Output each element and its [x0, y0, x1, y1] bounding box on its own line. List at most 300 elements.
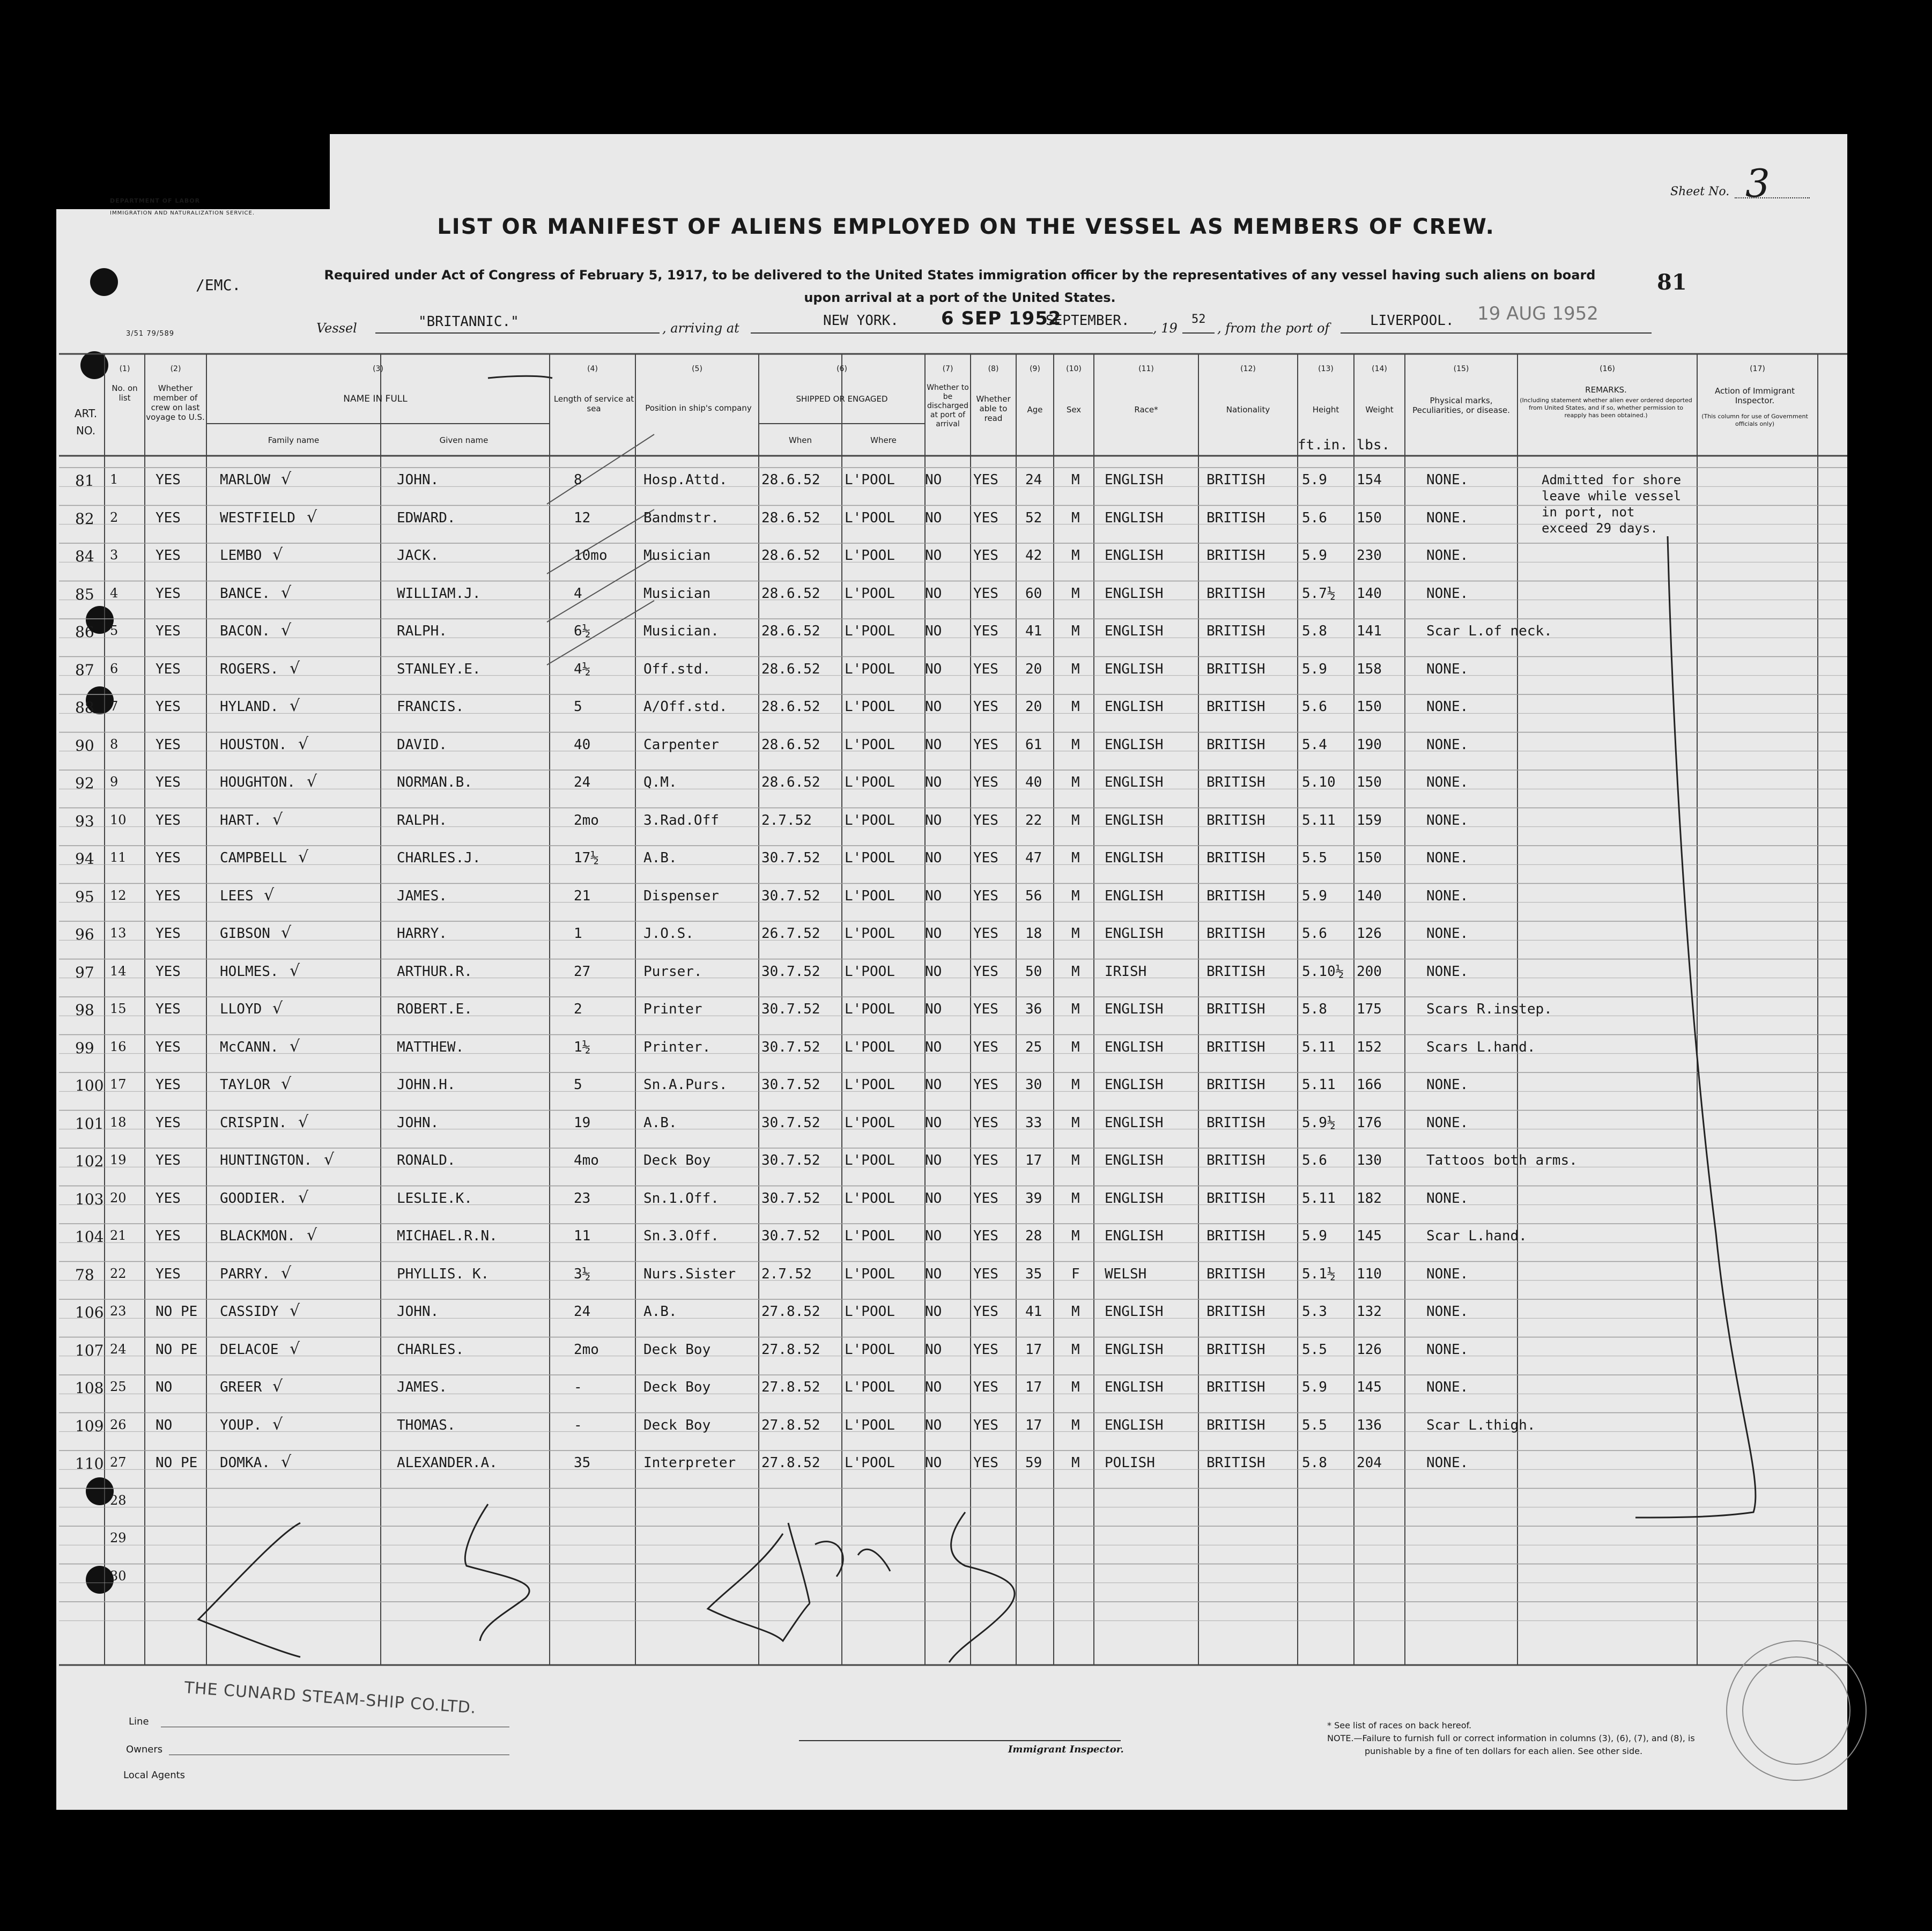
cell-when: 30.7.52	[761, 1114, 820, 1131]
cell-when: 27.8.52	[761, 1304, 820, 1320]
cell-marks: NONE.	[1426, 1190, 1469, 1207]
cell-race: ENGLISH	[1105, 661, 1164, 677]
cell-where: L'POOL	[845, 1341, 895, 1358]
cell-nat: BRITISH	[1206, 472, 1265, 488]
cell-family: LLOYD	[220, 1001, 262, 1017]
cell-position: Bandmstr.	[643, 509, 719, 526]
cell-read: YES	[973, 1039, 998, 1055]
departure-port: LIVERPOOL.	[1370, 313, 1454, 329]
cell-age: 52	[1025, 509, 1042, 526]
cell-race: ENGLISH	[1105, 1417, 1164, 1433]
cell-when: 28.6.52	[761, 774, 820, 790]
cell-where: L'POOL	[845, 472, 895, 488]
cell-marks: NONE.	[1426, 1077, 1469, 1093]
cell-race: ENGLISH	[1105, 1379, 1164, 1395]
cell-family: WESTFIELD	[220, 509, 295, 526]
cell-marks: NONE.	[1426, 1455, 1469, 1471]
check-mark-icon: √	[281, 1075, 292, 1093]
cell-nat: BRITISH	[1206, 1455, 1265, 1471]
cell-where: L'POOL	[845, 1152, 895, 1168]
cell-race: ENGLISH	[1105, 926, 1164, 942]
cell-art: 92	[75, 774, 94, 792]
cell-height: 5.5	[1302, 850, 1327, 866]
cell-race: ENGLISH	[1105, 1114, 1164, 1131]
cell-no: 22	[110, 1266, 127, 1281]
cell-marks: NONE.	[1426, 812, 1469, 828]
cell-service: 23	[574, 1190, 591, 1207]
cell-family: MARLOW	[220, 472, 270, 488]
cell-age: 17	[1025, 1379, 1042, 1395]
cell-nat: BRITISH	[1206, 585, 1265, 602]
cell-weight: 150	[1357, 774, 1382, 790]
cell-no: 17	[110, 1077, 127, 1092]
cell-art: 97	[75, 963, 94, 981]
cell-age: 50	[1025, 963, 1042, 980]
cell-marks: Scar L.hand.	[1426, 1228, 1527, 1244]
header-where: Where	[870, 435, 897, 445]
check-mark-icon: √	[290, 1339, 300, 1358]
cell-given: JAMES.	[397, 887, 447, 904]
cell-read: YES	[973, 623, 998, 639]
signature-mark	[465, 1504, 529, 1641]
cell-no: 19	[110, 1152, 127, 1167]
cell-art: 86	[75, 623, 94, 641]
owners-label: Owners	[126, 1744, 163, 1755]
cell-given: STANLEY.E.	[397, 661, 481, 677]
service-label: IMMIGRATION AND NATURALIZATION SERVICE.	[110, 210, 255, 216]
cell-nat: BRITISH	[1206, 926, 1265, 942]
cell-race: ENGLISH	[1105, 1304, 1164, 1320]
cell-given: ROBERT.E.	[397, 1001, 472, 1017]
cell-race: ENGLISH	[1105, 509, 1164, 526]
cell-height: 5.9½	[1302, 1114, 1336, 1131]
cell-sex: M	[1071, 926, 1080, 942]
cell-position: Carpenter	[643, 736, 719, 753]
column-number: (8)	[988, 365, 999, 373]
cell-position: Interpreter	[643, 1455, 736, 1471]
cell-disch: NO	[925, 774, 942, 790]
cell-no: 1	[110, 472, 119, 487]
cell-disch: NO	[925, 1417, 942, 1433]
cell-marks: Tattoos both arms.	[1426, 1152, 1578, 1168]
cell-nat: BRITISH	[1206, 1266, 1265, 1282]
cell-nat: BRITISH	[1206, 1228, 1265, 1244]
cell-read: YES	[973, 887, 998, 904]
cell-no: 7	[110, 699, 119, 714]
cell-art: 104	[75, 1228, 104, 1246]
cell-position: Purser.	[643, 963, 702, 980]
cell-position: A/Off.std.	[643, 699, 728, 715]
cell-nat: BRITISH	[1206, 1001, 1265, 1017]
cell-weight: 126	[1357, 1341, 1382, 1358]
cell-height: 5.9	[1302, 472, 1327, 488]
cell-where: L'POOL	[845, 1417, 895, 1433]
cell-read: YES	[973, 1001, 998, 1017]
cell-family: HOLMES.	[220, 963, 279, 980]
cell-service: 2mo	[574, 812, 599, 828]
cell-marks: NONE.	[1426, 699, 1469, 715]
cell-disch: NO	[925, 850, 942, 866]
cell-age: 41	[1025, 1304, 1042, 1320]
cell-no: 6	[110, 661, 119, 676]
cell-service: 17½	[574, 850, 599, 866]
cell-age: 42	[1025, 548, 1042, 564]
cell-age: 30	[1025, 1077, 1042, 1093]
header-position: Position in ship's company	[645, 403, 752, 413]
cell-read: YES	[973, 926, 998, 942]
cell-nat: BRITISH	[1206, 1341, 1265, 1358]
cell-art: 88	[75, 699, 94, 716]
cell-read: YES	[973, 774, 998, 790]
check-mark-icon: √	[290, 697, 300, 715]
column-number: (5)	[692, 365, 702, 373]
header-physical-marks: Physical marks, Peculiarities, or disease.	[1412, 396, 1510, 415]
cell-height: 5.6	[1302, 1152, 1327, 1168]
cell-prev: YES	[156, 661, 181, 677]
cell-no: 26	[110, 1417, 127, 1432]
cell-given: HARRY.	[397, 926, 447, 942]
cell-given: RALPH.	[397, 812, 447, 828]
cell-service: 4½	[574, 661, 591, 677]
cell-read: YES	[973, 1341, 998, 1358]
penalty-note-2: punishable by a fine of ten dollars for each alien. See other side.	[1365, 1746, 1643, 1756]
cell-race: ENGLISH	[1105, 1077, 1164, 1093]
header-nationality: Nationality	[1226, 405, 1270, 415]
cell-weight: 136	[1357, 1417, 1382, 1433]
cell-family: CAMPBELL	[220, 850, 287, 866]
empty-row-number: 29	[110, 1530, 127, 1545]
cell-weight: 145	[1357, 1228, 1382, 1244]
cell-sex: M	[1071, 887, 1080, 904]
cell-age: 41	[1025, 623, 1042, 639]
cell-disch: NO	[925, 1039, 942, 1055]
check-mark-icon: √	[281, 583, 292, 602]
cell-no: 14	[110, 963, 127, 979]
cell-read: YES	[973, 1379, 998, 1395]
cell-prev: NO PE	[156, 1304, 198, 1320]
cell-position: Dispenser	[643, 887, 719, 904]
cell-height: 5.10	[1302, 774, 1336, 790]
cell-read: YES	[973, 472, 998, 488]
cell-disch: NO	[925, 1152, 942, 1168]
cell-where: L'POOL	[845, 1190, 895, 1207]
cell-no: 23	[110, 1304, 127, 1319]
cell-height: 5.6	[1302, 509, 1327, 526]
cell-where: L'POOL	[845, 1077, 895, 1093]
cell-disch: NO	[925, 1455, 942, 1471]
cell-nat: BRITISH	[1206, 1152, 1265, 1168]
cell-height: 5.10½	[1302, 963, 1344, 980]
cell-sex: M	[1071, 1379, 1080, 1395]
empty-row-number: 30	[110, 1568, 127, 1584]
cell-given: NORMAN.B.	[397, 774, 472, 790]
cell-prev: YES	[156, 887, 181, 904]
cell-disch: NO	[925, 699, 942, 715]
cell-prev: YES	[156, 1077, 181, 1093]
cell-when: 26.7.52	[761, 926, 820, 942]
cell-race: ENGLISH	[1105, 548, 1164, 564]
cell-disch: NO	[925, 1190, 942, 1207]
cell-prev: YES	[156, 963, 181, 980]
inspector-label: Immigrant Inspector.	[1008, 1744, 1124, 1755]
cell-read: YES	[973, 1304, 998, 1320]
cell-race: ENGLISH	[1105, 585, 1164, 602]
check-mark-icon: √	[307, 507, 317, 527]
cell-service: 19	[574, 1114, 591, 1131]
cell-when: 27.8.52	[761, 1379, 820, 1395]
cell-where: L'POOL	[845, 1114, 895, 1131]
cell-service: 11	[574, 1228, 591, 1244]
cell-read: YES	[973, 1455, 998, 1471]
cell-where: L'POOL	[845, 1266, 895, 1282]
cell-read: YES	[973, 1190, 998, 1207]
cell-nat: BRITISH	[1206, 1379, 1265, 1395]
header-able-to-read: Whether able to read	[976, 394, 1011, 423]
cell-read: YES	[973, 812, 998, 828]
cell-sex: M	[1071, 1304, 1080, 1320]
cell-given: CHARLES.	[397, 1341, 464, 1358]
cell-marks: NONE.	[1426, 850, 1469, 866]
cell-nat: BRITISH	[1206, 1114, 1265, 1131]
cell-family: GIBSON	[220, 926, 270, 942]
cell-marks: NONE.	[1426, 1114, 1469, 1131]
cell-position: A.B.	[643, 1114, 677, 1131]
cell-prev: YES	[156, 585, 181, 602]
cell-no: 24	[110, 1341, 127, 1357]
cell-disch: NO	[925, 661, 942, 677]
vessel-name: "BRITANNIC."	[418, 314, 519, 330]
cell-when: 28.6.52	[761, 661, 820, 677]
cell-when: 30.7.52	[761, 1001, 820, 1017]
cell-disch: NO	[925, 1001, 942, 1017]
cell-given: JAMES.	[397, 1379, 447, 1395]
cell-age: 60	[1025, 585, 1042, 602]
page-title: LIST OR MANIFEST OF ALIENS EMPLOYED ON THE VESSEL AS MEMBERS OF CREW.	[437, 214, 1495, 239]
cell-given: EDWARD.	[397, 509, 456, 526]
cell-service: 35	[574, 1455, 591, 1471]
cell-age: 47	[1025, 850, 1042, 866]
cell-no: 10	[110, 812, 127, 827]
cell-no: 15	[110, 1001, 127, 1016]
cell-weight: 145	[1357, 1379, 1382, 1395]
cell-race: ENGLISH	[1105, 774, 1164, 790]
cell-art: 93	[75, 812, 94, 830]
check-mark-icon: √	[281, 621, 292, 640]
cell-disch: NO	[925, 963, 942, 980]
arrival-date-stamp: 6 SEP 1952	[941, 308, 1062, 329]
cell-age: 39	[1025, 1190, 1042, 1207]
cell-service: 24	[574, 1304, 591, 1320]
cell-sex: M	[1071, 585, 1080, 602]
cell-sex: M	[1071, 699, 1080, 715]
cell-read: YES	[973, 1152, 998, 1168]
cell-height: 5.5	[1302, 1341, 1327, 1358]
cell-disch: NO	[925, 812, 942, 828]
cell-race: ENGLISH	[1105, 699, 1164, 715]
header-weight: Weight	[1365, 405, 1394, 415]
cell-age: 20	[1025, 661, 1042, 677]
cell-disch: NO	[925, 1077, 942, 1093]
cell-no: 5	[110, 623, 119, 638]
cell-when: 30.7.52	[761, 887, 820, 904]
cell-position: A.B.	[643, 850, 677, 866]
cell-no: 21	[110, 1228, 127, 1243]
cell-service: 5	[574, 699, 582, 715]
cell-age: 36	[1025, 1001, 1042, 1017]
cell-service: 4mo	[574, 1152, 599, 1168]
cell-given: JOHN.	[397, 472, 439, 488]
cell-where: L'POOL	[845, 736, 895, 753]
cell-family: TAYLOR	[220, 1077, 270, 1093]
cell-position: Deck Boy	[643, 1417, 711, 1433]
check-mark-icon: √	[281, 1263, 292, 1283]
cell-marks: NONE.	[1426, 1379, 1469, 1395]
column-number: (15)	[1453, 365, 1469, 373]
cell-prev: YES	[156, 472, 181, 488]
check-mark-icon: √	[307, 1226, 317, 1245]
cell-art: 87	[75, 661, 94, 679]
header-remarks-note: (Including statement whether alien ever ordered deported from United States, and if so, whether permission to reapply has been obtained.)	[1520, 397, 1692, 419]
cell-art: 98	[75, 1001, 94, 1019]
cell-marks: Scar L.of neck.	[1426, 623, 1552, 639]
cell-prev: YES	[156, 736, 181, 753]
cell-weight: 204	[1357, 1455, 1382, 1471]
cell-sex: F	[1071, 1266, 1080, 1282]
cell-sex: M	[1071, 850, 1080, 866]
cell-sex: M	[1071, 661, 1080, 677]
cell-family: CASSIDY	[220, 1304, 279, 1320]
header-shipped-engaged: SHIPPED OR ENGAGED	[796, 394, 888, 404]
cell-disch: NO	[925, 472, 942, 488]
cell-art: 108	[75, 1379, 104, 1397]
cell-no: 27	[110, 1455, 127, 1470]
cell-sex: M	[1071, 812, 1080, 828]
cell-when: 28.6.52	[761, 472, 820, 488]
cell-age: 17	[1025, 1417, 1042, 1433]
column-number: (13)	[1318, 365, 1334, 373]
cell-sex: M	[1071, 963, 1080, 980]
cell-disch: NO	[925, 926, 942, 942]
cell-position: Printer	[643, 1001, 702, 1017]
cell-where: L'POOL	[845, 661, 895, 677]
cell-art: 81	[75, 472, 94, 490]
check-mark-icon: √	[290, 1037, 300, 1056]
cell-sex: M	[1071, 774, 1080, 790]
signature-mark	[949, 1512, 1015, 1662]
cell-height: 5.11	[1302, 1077, 1336, 1093]
header-height: Height	[1312, 405, 1339, 415]
cell-where: L'POOL	[845, 623, 895, 639]
cell-read: YES	[973, 1417, 998, 1433]
cell-position: 3.Rad.Off	[643, 812, 719, 828]
cell-weight: 130	[1357, 1152, 1382, 1168]
cell-race: ENGLISH	[1105, 850, 1164, 866]
cell-no: 11	[110, 850, 127, 865]
cunard-stamp: THE CUNARD STEAM-SHIP CO.LTD.	[183, 1678, 477, 1718]
cell-marks: NONE.	[1426, 661, 1469, 677]
cell-weight: 150	[1357, 509, 1382, 526]
cell-no: 9	[110, 774, 119, 789]
units-label: ft.in. lbs.	[1298, 437, 1390, 453]
column-number: (7)	[942, 365, 953, 373]
cell-height: 5.11	[1302, 812, 1336, 828]
arrival-port: NEW YORK.	[823, 313, 899, 329]
cell-disch: NO	[925, 1379, 942, 1395]
cell-age: 59	[1025, 1455, 1042, 1471]
cell-race: ENGLISH	[1105, 736, 1164, 753]
cell-disch: NO	[925, 1114, 942, 1131]
cell-where: L'POOL	[845, 963, 895, 980]
arrival-month: SEPTEMBER.	[1046, 313, 1130, 329]
cell-nat: BRITISH	[1206, 812, 1265, 828]
cell-prev: YES	[156, 926, 181, 942]
cell-read: YES	[973, 1114, 998, 1131]
cell-weight: 175	[1357, 1001, 1382, 1017]
cell-service: 27	[574, 963, 591, 980]
cell-weight: 141	[1357, 623, 1382, 639]
cell-family: ROGERS.	[220, 661, 279, 677]
cell-age: 20	[1025, 699, 1042, 715]
cell-race: WELSH	[1105, 1266, 1147, 1282]
cell-art: 101	[75, 1114, 104, 1133]
cell-disch: NO	[925, 623, 942, 639]
check-mark-icon: √	[281, 1453, 292, 1471]
check-mark-icon: √	[290, 961, 300, 980]
cell-given: WILLIAM.J.	[397, 585, 481, 602]
cell-height: 5.6	[1302, 699, 1327, 715]
header-sex: Sex	[1066, 405, 1082, 415]
seal-impression	[1727, 1641, 1866, 1780]
cell-family: LEMBO	[220, 548, 262, 564]
column-number: (1)	[119, 365, 130, 373]
arrival-year: 52	[1191, 313, 1206, 326]
cell-disch: NO	[925, 887, 942, 904]
cell-when: 28.6.52	[761, 699, 820, 715]
cell-nat: BRITISH	[1206, 661, 1265, 677]
cell-given: FRANCIS.	[397, 699, 464, 715]
cell-marks: NONE.	[1426, 774, 1469, 790]
cell-height: 5.5	[1302, 1417, 1327, 1433]
cell-given: JOHN.H.	[397, 1077, 456, 1093]
cell-race: ENGLISH	[1105, 887, 1164, 904]
cell-nat: BRITISH	[1206, 699, 1265, 715]
header-inspector-note: (This column for use of Government officials only)	[1701, 413, 1808, 427]
cell-family: HOUSTON.	[220, 736, 287, 753]
check-mark-icon: √	[290, 659, 300, 678]
cell-sex: M	[1071, 472, 1080, 488]
cell-disch: NO	[925, 509, 942, 526]
cell-weight: 166	[1357, 1077, 1382, 1093]
cell-art: 100	[75, 1077, 104, 1094]
cell-position: Nurs.Sister	[643, 1266, 736, 1282]
column-number: (2)	[170, 365, 181, 373]
cell-race: ENGLISH	[1105, 623, 1164, 639]
cell-family: HART.	[220, 812, 262, 828]
cell-when: 28.6.52	[761, 548, 820, 564]
cell-where: L'POOL	[845, 699, 895, 715]
cell-disch: NO	[925, 1304, 942, 1320]
cell-art: 107	[75, 1341, 104, 1359]
check-mark-icon: √	[307, 772, 317, 791]
cell-sex: M	[1071, 1228, 1080, 1244]
cell-where: L'POOL	[845, 509, 895, 526]
cell-position: A.B.	[643, 1304, 677, 1320]
cell-where: L'POOL	[845, 1379, 895, 1395]
cell-family: BLACKMON.	[220, 1228, 295, 1244]
cell-position: Deck Boy	[643, 1152, 711, 1168]
cell-prev: NO PE	[156, 1455, 198, 1471]
cell-age: 28	[1025, 1228, 1042, 1244]
